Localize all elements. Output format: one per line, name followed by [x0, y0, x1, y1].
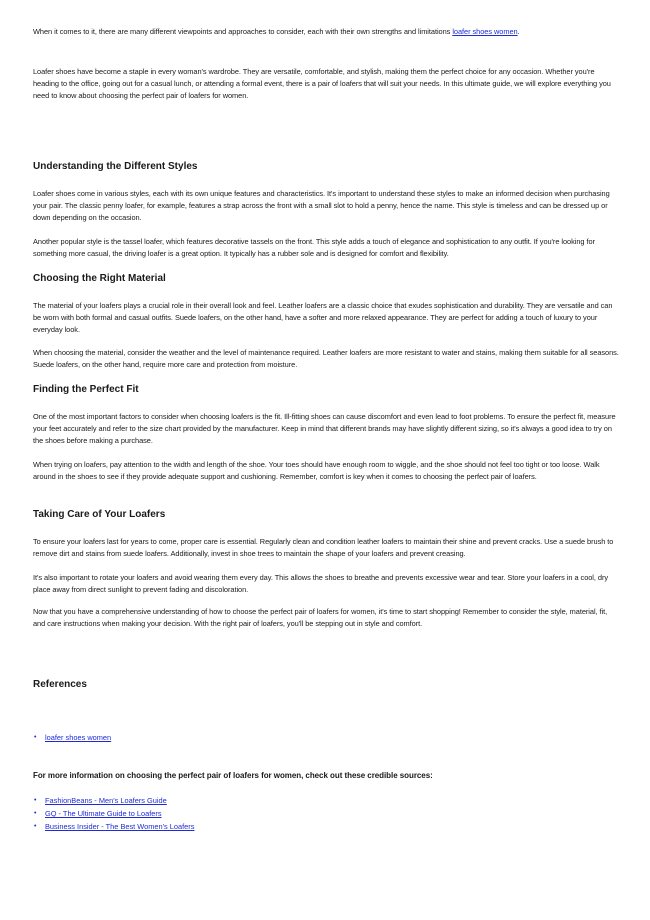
list-item: [33, 731, 619, 744]
material-paragraph-2: When choosing the material, consider the weather and the level of maintenance required. Leather loafers are more resistant to water and stains, making them suitable for all seasons. Suede loafers, on the other hand, require more care and protection from moisture.: [33, 348, 619, 369]
heading-care: Taking Care of Your Loafers: [33, 509, 166, 520]
heading-references: References: [33, 679, 87, 690]
styles-paragraph-2: Another popular style is the tassel loafer, which features decorative tassels on the front. This style adds a touch of elegance and sophistication to any outfit. If you're looking for something more casual, the driving loafer is a great option. It typically has a rubber sole and is designed for comfort and flexibility.: [33, 237, 595, 258]
overview-paragraph: Loafer shoes have become a staple in every woman's wardrobe. They are versatile, comfortable, and stylish, making them the perfect choice for any occasion. Whether you're heading to the office, going out for a casual lunch, or attending a formal event, there is a pair of loafers that will suit your needs. In this ultimate guide, we will explore everything you need to know about choosing the perfect pair of loafers for women.: [33, 67, 611, 100]
material-paragraph-1: The material of your loafers plays a crucial role in their overall look and feel. Leather loafers are a classic choice that exudes sophistication and durability. They are versatile and can be worn with both formal and casual outfits. Suede loafers, on the other hand, have a softer and more relaxed appearance. They are perfect for adding a touch of luxury to your everyday look.: [33, 301, 613, 334]
source-link-gq[interactable]: GQ - The Ultimate Guide to Loafers: [45, 809, 162, 818]
bullet-icon: •: [34, 797, 37, 804]
bullet-icon: •: [34, 734, 37, 741]
intro-tail: .: [517, 27, 520, 36]
heading-fit: Finding the Perfect Fit: [33, 384, 139, 395]
care-paragraph-2: It's also important to rotate your loafers and avoid wearing them every day. This allows the shoes to breathe and prevents excessive wear and tear. Store your loafers in a cool, dry place away from direct sunlight to prevent fading and discoloration.: [33, 573, 609, 594]
fit-paragraph-1: One of the most important factors to consider when choosing loafers is the fit. Ill-fitting shoes can cause discomfort and even lead to foot problems. To ensure the perfect fit, measure your feet accurately and refer to the size chart provided by the manufacturer. Keep in mind that different brands may have slightly different sizing, so it's always a good idea to try on the shoes before making a purchase.: [33, 412, 616, 445]
bullet-icon: •: [34, 823, 37, 830]
sources-intro: For more information on choosing the perfect pair of loafers for women, check out these credible sources:: [33, 771, 433, 780]
fit-paragraph-2: When trying on loafers, pay attention to the width and length of the shoe. Your toes should have enough room to wiggle, and the shoe should not feel too tight or too loose. Walk around in the shoes to see if they provide adequate support and cushioning. Remember, comfort is key when it comes to choosing the perfect pair of loafers.: [33, 460, 600, 481]
care-paragraph-3: Now that you have a comprehensive understanding of how to choose the perfect pair of loafers for women, it's time to start shopping! Remember to consider the style, material, fit, and care instructions when making your decision. With the right pair of loafers, you'll be stepping out in style and comfort.: [33, 607, 608, 628]
list-item: [33, 820, 619, 833]
list-item: [33, 794, 619, 807]
heading-material: Choosing the Right Material: [33, 273, 166, 284]
source-link-fashionbeans[interactable]: FashionBeans - Men's Loafers Guide: [45, 796, 167, 805]
bullet-icon: •: [34, 810, 37, 817]
care-paragraph-1: To ensure your loafers last for years to come, proper care is essential. Regularly clean and condition leather loafers to maintain their shine and prevent cracks. Use a suede brush to remove dirt and stains from suede loafers. Additionally, invest in shoe trees to maintain the shape of your loafers and prevent creasing.: [33, 537, 614, 558]
intro-link-loafer-shoes-women[interactable]: loafer shoes women: [452, 27, 518, 36]
source-link-business-insider[interactable]: Business Insider - The Best Women's Loafers: [45, 822, 195, 831]
references-list: [33, 731, 619, 744]
list-item: [33, 807, 619, 820]
intro-text: When it comes to it, there are many different viewpoints and approaches to consider, each with their own strengths and limitations: [33, 27, 453, 36]
heading-styles: Understanding the Different Styles: [33, 161, 198, 172]
intro-paragraph: [33, 26, 619, 38]
styles-paragraph-1: Loafer shoes come in various styles, each with its own unique features and characteristics. It's important to understand these styles to make an informed decision when purchasing your pair. The classic penny loafer, for example, features a strap across the front with a small slot to hold a penny, hence the name. This style is timeless and can be dressed up or down depending on the occasion.: [33, 189, 610, 222]
sources-list: [33, 794, 619, 833]
reference-link-loafer-shoes-women[interactable]: loafer shoes women: [45, 733, 112, 742]
